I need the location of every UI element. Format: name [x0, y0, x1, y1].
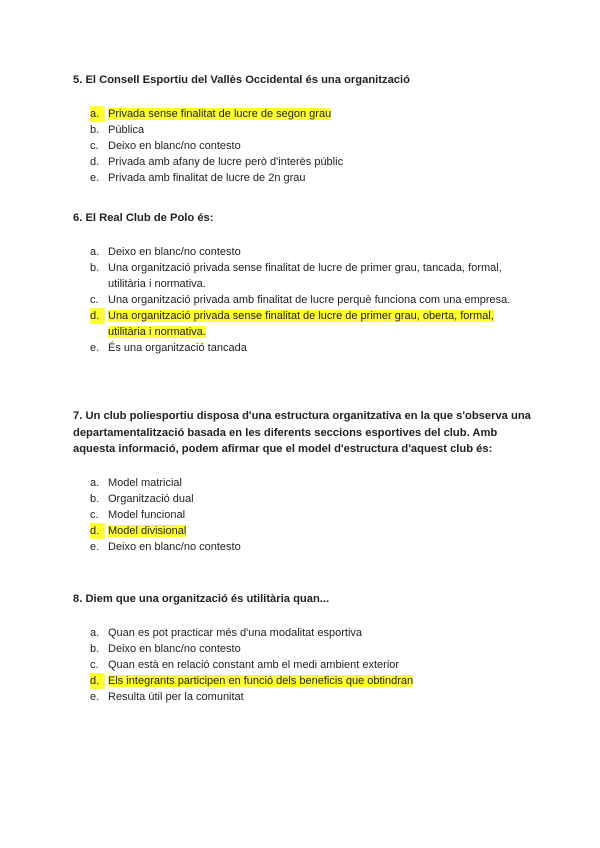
option-letter: c. [90, 658, 99, 671]
option-b[interactable] [73, 260, 533, 292]
option-letter: a. [90, 476, 100, 489]
option-letter: d. [90, 523, 105, 539]
option-c[interactable] [73, 507, 533, 523]
option-letter: e. [90, 171, 100, 184]
option-a[interactable] [73, 625, 533, 641]
option-letter: d. [90, 155, 100, 168]
option-letter: a. [90, 626, 100, 639]
option-text: Deixo en blanc/no contesto [108, 540, 241, 553]
option-text: Deixo en blanc/no contesto [108, 139, 241, 152]
option-c[interactable] [73, 292, 533, 308]
option-letter: d. [90, 673, 105, 689]
question-8 [73, 591, 533, 705]
option-text: Una organització privada sense finalitat de lucre de primer grau, tancada, formal, utilitària i normativa. [108, 261, 502, 290]
option-list [73, 475, 533, 555]
question-5 [73, 72, 533, 186]
option-letter: c. [90, 139, 99, 152]
option-text: Resulta útil per la comunitat [108, 690, 244, 703]
option-list [73, 106, 533, 186]
question-6 [73, 210, 533, 356]
option-letter: a. [90, 245, 100, 258]
option-letter: b. [90, 123, 100, 136]
option-letter: b. [90, 261, 100, 274]
option-d[interactable] [73, 154, 533, 170]
question-7 [73, 408, 533, 555]
question-title: 5. El Consell Esportiu del Vallès Occidental és una organització [73, 74, 410, 86]
option-text: És una organització tancada [108, 341, 247, 354]
option-c[interactable] [73, 657, 533, 673]
option-b[interactable] [73, 641, 533, 657]
option-a[interactable] [73, 475, 533, 491]
option-text: Deixo en blanc/no contesto [108, 245, 241, 258]
option-e[interactable] [73, 170, 533, 186]
option-list [73, 244, 533, 356]
option-text: Privada amb afany de lucre però d'interès públic [108, 155, 344, 168]
option-text: Una organització privada amb finalitat de lucre perquè funciona com una empresa. [108, 293, 511, 306]
option-text: Model matricial [108, 476, 182, 489]
question-title: 7. Un club poliesportiu disposa d'una estructura organitzativa en la que s'observa una departamentalització basada en les diferents seccions esportives del club. Amb aquesta informació, podem afirmar que el model d'estructura d'aquest club és: [73, 410, 531, 455]
option-text: Model divisional [108, 524, 187, 537]
option-letter: e. [90, 690, 100, 703]
option-e[interactable] [73, 340, 533, 356]
option-d[interactable] [73, 523, 533, 539]
option-e[interactable] [73, 539, 533, 555]
option-letter: e. [90, 540, 100, 553]
option-letter: e. [90, 341, 100, 354]
option-text: Una organització privada sense finalitat de lucre de primer grau, oberta, formal, utilitària i normativa. [108, 309, 494, 338]
option-d[interactable] [73, 673, 533, 689]
option-b[interactable] [73, 491, 533, 507]
option-letter: b. [90, 492, 100, 505]
option-letter: d. [90, 308, 105, 324]
option-text: Deixo en blanc/no contesto [108, 642, 241, 655]
option-letter: c. [90, 508, 99, 521]
option-a[interactable] [73, 106, 533, 122]
question-title: 6. El Real Club de Polo és: [73, 212, 214, 224]
option-letter: a. [90, 106, 105, 122]
question-title: 8. Diem que una organització és utilitària quan... [73, 593, 330, 605]
option-text: Quan es pot practicar més d'una modalitat esportiva [108, 626, 363, 639]
option-text: Model funcional [108, 508, 186, 521]
option-text: Els integrants participen en funció dels beneficis que obtindran [108, 674, 414, 687]
option-b[interactable] [73, 122, 533, 138]
option-text: Quan està en relació constant amb el medi ambient exterior [108, 658, 400, 671]
option-text: Privada amb finalitat de lucre de 2n grau [108, 171, 306, 184]
option-letter: c. [90, 293, 99, 306]
option-text: Pública [108, 123, 145, 136]
option-text: Organització dual [108, 492, 194, 505]
option-a[interactable] [73, 244, 533, 260]
option-c[interactable] [73, 138, 533, 154]
option-letter: b. [90, 642, 100, 655]
option-d[interactable] [73, 308, 533, 340]
option-list [73, 625, 533, 705]
option-e[interactable] [73, 689, 533, 705]
option-text: Privada sense finalitat de lucre de segon grau [108, 107, 332, 120]
